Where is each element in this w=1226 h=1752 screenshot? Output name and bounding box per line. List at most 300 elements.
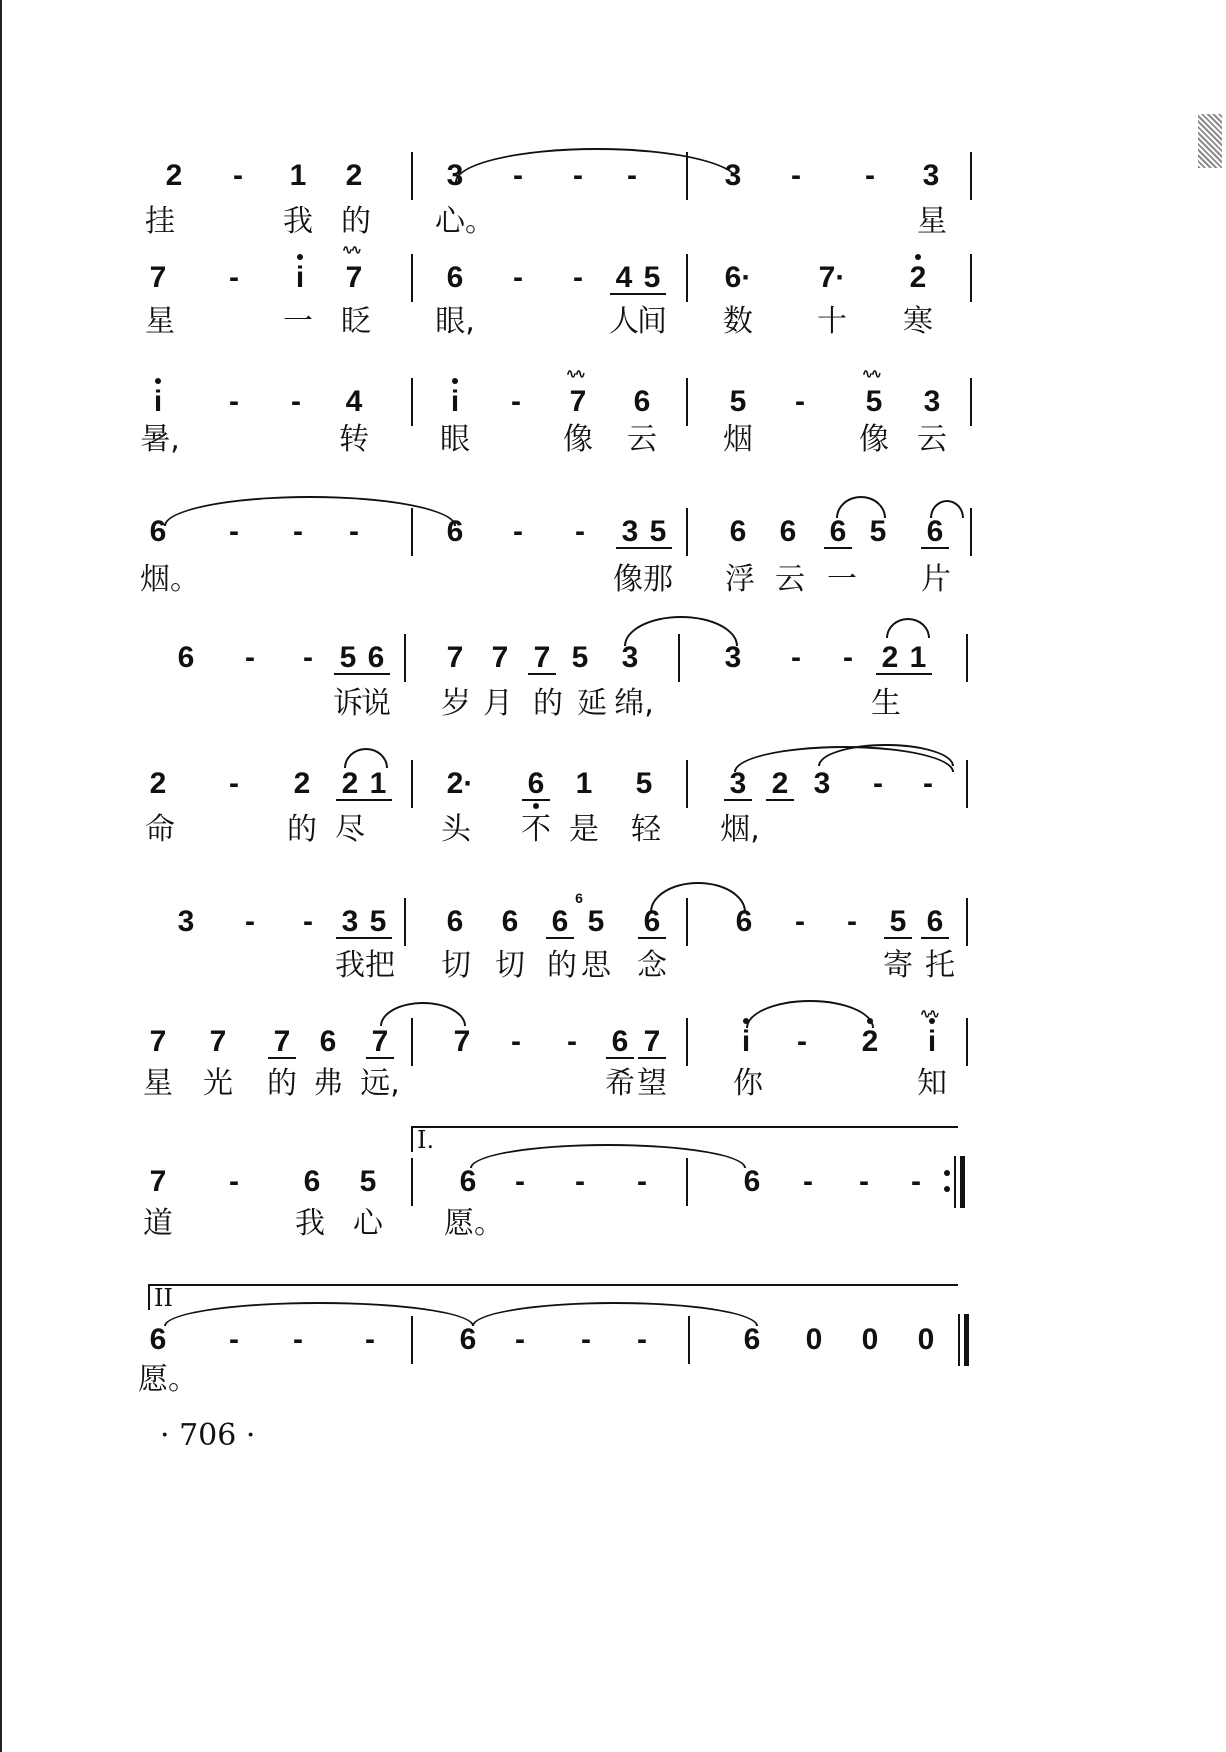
barline (686, 378, 688, 426)
note-symbol: i (927, 1025, 937, 1058)
note-symbol: 5 (643, 261, 661, 294)
score-note (294, 904, 322, 940)
note-symbol: 2 (341, 767, 359, 800)
note-symbol: - (911, 1165, 921, 1198)
barline (966, 1018, 968, 1066)
note-symbol: - (637, 1323, 647, 1356)
score-note (628, 1164, 656, 1200)
score-note (172, 904, 200, 940)
score-note (220, 1164, 248, 1200)
note-symbol: 1 (909, 641, 927, 674)
lyric-syllable: 切 (495, 948, 525, 983)
note-symbol: 2 (293, 767, 311, 800)
lyric-syllable: 暑, (140, 422, 180, 457)
lyric-syllable: 像 (563, 422, 593, 457)
score-note (448, 1024, 476, 1060)
score-note (340, 242, 368, 296)
score-note (800, 1322, 828, 1358)
note-symbol: 6 (633, 385, 651, 418)
repeat-dot (944, 1186, 950, 1192)
note-symbol: - (573, 159, 583, 192)
final-barline (960, 1156, 965, 1208)
octave-dot-above (452, 378, 458, 384)
lyric-syllable: 我 (295, 1206, 325, 1241)
lyric-syllable: 心 (353, 1206, 383, 1241)
scan-edge-mark (1198, 114, 1222, 168)
score-note (286, 260, 314, 296)
score-note (724, 260, 752, 296)
lyric-syllable: 那 (643, 562, 673, 597)
note-symbol: 6 (527, 767, 545, 800)
slur-tie (624, 616, 738, 646)
slur-tie (344, 748, 388, 768)
note-symbol: 7 (273, 1025, 291, 1058)
note-symbol: - (245, 905, 255, 938)
note-symbol: - (245, 641, 255, 674)
score-note (144, 1024, 172, 1060)
lyric-syllable: 的 (287, 812, 317, 847)
score-note (738, 1164, 766, 1200)
lyric-syllable: 间 (637, 304, 667, 339)
note-symbol: - (513, 159, 523, 192)
note-symbol: - (513, 261, 523, 294)
lyric-syllable: 一 (827, 562, 857, 597)
note-symbol: i (295, 261, 305, 294)
score-note (850, 1164, 878, 1200)
score-note (786, 904, 814, 940)
note-symbol: 3 (729, 767, 747, 800)
page-left-edge (0, 0, 2, 1752)
lyric-syllable: 是 (569, 812, 599, 847)
lyric-syllable: 愿。 (444, 1206, 504, 1241)
note-symbol: - (293, 1323, 303, 1356)
score-note (824, 514, 852, 549)
lyric-syllable: 烟, (720, 812, 760, 847)
note-symbol: 4 (615, 261, 633, 294)
mordent-icon: ∿∿ (566, 366, 584, 381)
lyric-syllable: 不 (521, 812, 551, 847)
lyric-syllable: 生 (871, 686, 901, 721)
mordent-icon: ∿∿ (862, 366, 880, 381)
note-symbol: 7 (371, 1025, 389, 1058)
note-symbol: - (567, 1025, 577, 1058)
note-symbol: - (795, 905, 805, 938)
note-symbol: 3 (923, 385, 941, 418)
note-symbol: - (515, 1165, 525, 1198)
note-symbol: - (573, 261, 583, 294)
score-note (144, 1164, 172, 1200)
lyric-syllable: 我 (335, 948, 365, 983)
score-note (340, 158, 368, 194)
note-symbol: 2 (165, 159, 183, 192)
score-note (856, 158, 884, 194)
barline (404, 898, 406, 946)
lyric-syllable: 云 (917, 422, 947, 457)
lyric-syllable: 岁 (441, 686, 471, 721)
note-symbol: 5 (587, 905, 605, 938)
score-note (486, 640, 514, 676)
score-note (788, 1024, 816, 1060)
barline (966, 760, 968, 808)
note-symbol: 7 (345, 261, 363, 294)
score-note (546, 904, 574, 939)
note-symbol: 4 (345, 385, 363, 418)
note-symbol: 5 (571, 641, 589, 674)
note-symbol: i (153, 385, 163, 418)
score-note (496, 904, 524, 940)
score-note (921, 904, 949, 939)
note-symbol: - (873, 767, 883, 800)
lyric-syllable: 星 (917, 204, 947, 239)
note-symbol: - (803, 1165, 813, 1198)
score-note (834, 640, 862, 676)
lyric-syllable: 片 (921, 562, 951, 597)
lyric-syllable: 尽 (335, 812, 365, 847)
note-symbol: - (515, 1323, 525, 1356)
note-symbol: 6 (779, 515, 797, 548)
note-symbol: - (229, 261, 239, 294)
barline (404, 634, 406, 682)
score-note (558, 1024, 586, 1060)
lyric-syllable: 寒 (903, 304, 933, 339)
score-note (856, 1024, 884, 1060)
note-symbol: 6 (303, 1165, 321, 1198)
note-symbol: - (791, 641, 801, 674)
note-symbol: 6 (319, 1025, 337, 1058)
score-note (504, 514, 532, 550)
score-note (638, 260, 666, 295)
note-symbol: 6· (724, 261, 752, 294)
mordent-icon: ∿∿ (920, 1006, 938, 1021)
lyric-syllable: 星 (145, 304, 175, 339)
note-symbol: - (575, 515, 585, 548)
note-symbol: 5 (369, 905, 387, 938)
barline (970, 152, 972, 200)
score-note (572, 1322, 600, 1358)
slur-tie (650, 882, 746, 912)
volta-bracket (411, 1126, 958, 1152)
note-symbol: 3 (922, 159, 940, 192)
note-symbol: - (797, 1025, 807, 1058)
lyric-syllable: 愿。 (138, 1362, 198, 1397)
note-symbol: 2 (909, 261, 927, 294)
note-symbol: 3 (177, 905, 195, 938)
score-note (644, 514, 672, 549)
note-symbol: 6 (926, 905, 944, 938)
note-symbol: - (791, 159, 801, 192)
score-note (446, 766, 474, 802)
lyric-syllable: 寄 (883, 948, 913, 983)
note-symbol: 1 (575, 767, 593, 800)
note-symbol: - (229, 385, 239, 418)
barline (686, 1018, 688, 1066)
note-symbol: 5 (729, 385, 747, 418)
lyric-syllable: 云 (627, 422, 657, 457)
note-symbol: 7 (453, 1025, 471, 1058)
score-note (818, 260, 846, 296)
note-symbol: 2 (881, 641, 899, 674)
score-note (336, 766, 364, 801)
note-symbol: - (229, 767, 239, 800)
note-symbol: - (229, 1165, 239, 1198)
score-note (441, 904, 469, 940)
score-note (724, 514, 752, 550)
score-note (860, 366, 888, 420)
score-note (582, 904, 610, 940)
note-symbol: - (303, 641, 313, 674)
slur-tie (380, 1002, 466, 1026)
score-note (364, 766, 392, 801)
note-symbol: 5 (339, 641, 357, 674)
lyric-syllable: 心。 (435, 204, 495, 239)
note-symbol: - (847, 905, 857, 938)
note-symbol: 2 (861, 1025, 879, 1058)
note-symbol: i (741, 1025, 751, 1058)
lyric-syllable: 的 (547, 948, 577, 983)
note-symbol: 2 (149, 767, 167, 800)
score-note (354, 1164, 382, 1200)
slur-tie (836, 496, 886, 518)
lyric-syllable: 一 (283, 304, 313, 339)
score-note (912, 1322, 940, 1358)
lyric-syllable: 道 (143, 1206, 173, 1241)
note-symbol: 6 (149, 515, 167, 548)
score-note (876, 640, 904, 675)
lyric-syllable: 弗 (313, 1066, 343, 1101)
octave-dot-above (915, 254, 921, 260)
lyric-syllable: 命 (145, 812, 175, 847)
note-symbol: 1 (369, 767, 387, 800)
note-symbol: 7 (446, 641, 464, 674)
score-note (566, 640, 594, 676)
score-note (564, 366, 592, 420)
lyric-syllable: 烟。 (140, 562, 200, 597)
note-symbol: 6 (643, 905, 661, 938)
slur-tie (930, 500, 964, 518)
note-symbol: 5 (635, 767, 653, 800)
score-note (224, 158, 252, 194)
score-note (454, 1164, 482, 1200)
score-note (628, 1322, 656, 1358)
lyric-syllable: 诉 (333, 686, 363, 721)
lyric-syllable: 希 (605, 1066, 635, 1101)
note-symbol: 6 (501, 905, 519, 938)
note-symbol: 0 (917, 1323, 935, 1356)
page-number: · 706 · (160, 1418, 256, 1453)
note-symbol: - (233, 159, 243, 192)
score-note (921, 514, 949, 549)
score-note (506, 1164, 534, 1200)
note-symbol: - (575, 1165, 585, 1198)
note-symbol: - (303, 905, 313, 938)
note-symbol: 6 (735, 905, 753, 938)
note-symbol: 7 (149, 1025, 167, 1058)
score-note (144, 766, 172, 802)
lyric-syllable: 远, (360, 1066, 400, 1101)
lyric-syllable: 你 (733, 1066, 763, 1101)
score-note (160, 158, 188, 194)
note-symbol: 6 (829, 515, 847, 548)
note-symbol: - (513, 515, 523, 548)
score-note (782, 158, 810, 194)
score-note (918, 1006, 946, 1060)
barline (411, 1158, 413, 1206)
note-symbol: 7 (209, 1025, 227, 1058)
score-note (336, 904, 364, 939)
note-symbol: 3 (724, 159, 742, 192)
score-note (282, 384, 310, 420)
note-symbol: 3 (621, 641, 639, 674)
lyric-syllable: 的 (533, 686, 563, 721)
score-note (738, 1322, 766, 1358)
score-note (298, 1164, 326, 1200)
lyric-syllable: 光 (203, 1066, 233, 1101)
lyric-syllable: 浮 (725, 562, 755, 597)
note-symbol: - (795, 385, 805, 418)
barline (411, 152, 413, 200)
score-note (732, 1024, 760, 1060)
lyric-syllable: 我 (283, 204, 313, 239)
note-symbol: 0 (805, 1323, 823, 1356)
score-note (610, 260, 638, 295)
score-note (454, 1322, 482, 1358)
score-note (570, 766, 598, 802)
score-note (294, 640, 322, 676)
lyric-syllable: 的 (267, 1066, 297, 1101)
lyric-syllable: 星 (143, 1066, 173, 1101)
lyric-syllable: 眨 (341, 304, 371, 339)
note-symbol: 3 (724, 641, 742, 674)
slur-tie (746, 1000, 874, 1028)
note-symbol: 6 (551, 905, 569, 938)
score-note (220, 766, 248, 802)
score-note (314, 1024, 342, 1060)
barline (970, 508, 972, 556)
note-symbol: 6 (743, 1323, 761, 1356)
note-symbol: - (923, 767, 933, 800)
score-note (220, 1322, 248, 1358)
score-note (794, 1164, 822, 1200)
barline (970, 254, 972, 302)
note-symbol: 7 (569, 385, 587, 418)
lyric-syllable: 把 (365, 948, 395, 983)
final-barline (964, 1314, 969, 1366)
lyric-syllable: 切 (441, 948, 471, 983)
score-note (630, 766, 658, 802)
lyric-syllable: 像 (613, 562, 643, 597)
barline (686, 254, 688, 302)
score-note (506, 1322, 534, 1358)
note-symbol: 7 (533, 641, 551, 674)
note-symbol: 3 (621, 515, 639, 548)
lyric-syllable: 头 (441, 812, 471, 847)
note-symbol: 2· (446, 767, 474, 800)
lyric-syllable: 烟 (723, 422, 753, 457)
barline (954, 1156, 956, 1208)
note-symbol: - (637, 1165, 647, 1198)
score-note (220, 384, 248, 420)
lyric-syllable: 数 (723, 304, 753, 339)
lyric-syllable: 托 (925, 948, 955, 983)
note-symbol: 3 (341, 905, 359, 938)
score-note (236, 904, 264, 940)
barline (958, 1314, 960, 1366)
note-symbol: 5 (359, 1165, 377, 1198)
volta-label: II (154, 1284, 173, 1312)
note-symbol: 6 (177, 641, 195, 674)
note-symbol: 3 (446, 159, 464, 192)
score-note (268, 1024, 296, 1059)
note-symbol: - (843, 641, 853, 674)
note-symbol: 5 (869, 515, 887, 548)
note-symbol: 6 (446, 515, 464, 548)
note-symbol: - (229, 515, 239, 548)
lyric-syllable: 说 (361, 686, 391, 721)
score-note (564, 260, 592, 296)
lyric-syllable: 念 (637, 948, 667, 983)
score-note (220, 260, 248, 296)
barline (411, 254, 413, 302)
barline (970, 378, 972, 426)
score-note (918, 384, 946, 420)
note-symbol: - (293, 515, 303, 548)
score-note (566, 1164, 594, 1200)
score-note (340, 384, 368, 420)
note-symbol: 7 (149, 261, 167, 294)
lyric-syllable: 人 (609, 304, 639, 339)
barline (966, 634, 968, 682)
volta-label: I. (417, 1126, 435, 1154)
lyric-syllable: 月 (483, 686, 513, 721)
note-symbol: - (349, 515, 359, 548)
note-symbol: - (865, 159, 875, 192)
note-symbol: 7· (818, 261, 846, 294)
note-symbol: 7 (643, 1025, 661, 1058)
note-symbol: - (627, 159, 637, 192)
lyric-syllable: 眼, (435, 304, 475, 339)
slur-tie (164, 496, 456, 526)
note-symbol: 0 (861, 1323, 879, 1356)
note-symbol: - (581, 1323, 591, 1356)
note-symbol: - (365, 1323, 375, 1356)
lyric-syllable: 绵, (614, 686, 654, 721)
score-note (366, 1024, 394, 1059)
note-symbol: 7 (491, 641, 509, 674)
volta-bracket (148, 1284, 958, 1310)
lyric-syllable: 思 (581, 948, 611, 983)
slur-tie (886, 618, 930, 638)
score-note (904, 640, 932, 675)
lyric-syllable: 转 (339, 422, 369, 457)
barline (966, 898, 968, 946)
score-note (782, 640, 810, 676)
lyric-syllable: 挂 (145, 204, 175, 239)
note-symbol: 6 (446, 905, 464, 938)
note-symbol: 6 (743, 1165, 761, 1198)
note-symbol: - (511, 385, 521, 418)
score-note (638, 1024, 666, 1059)
score-note (917, 158, 945, 194)
barline (686, 760, 688, 808)
slur-tie (455, 148, 739, 182)
note-symbol: 2 (771, 767, 789, 800)
score-note (204, 1024, 232, 1060)
note-symbol: 6 (149, 1323, 167, 1356)
note-symbol: 5 (889, 905, 907, 938)
score-note (528, 640, 556, 675)
barline (686, 508, 688, 556)
score-note (441, 384, 469, 420)
